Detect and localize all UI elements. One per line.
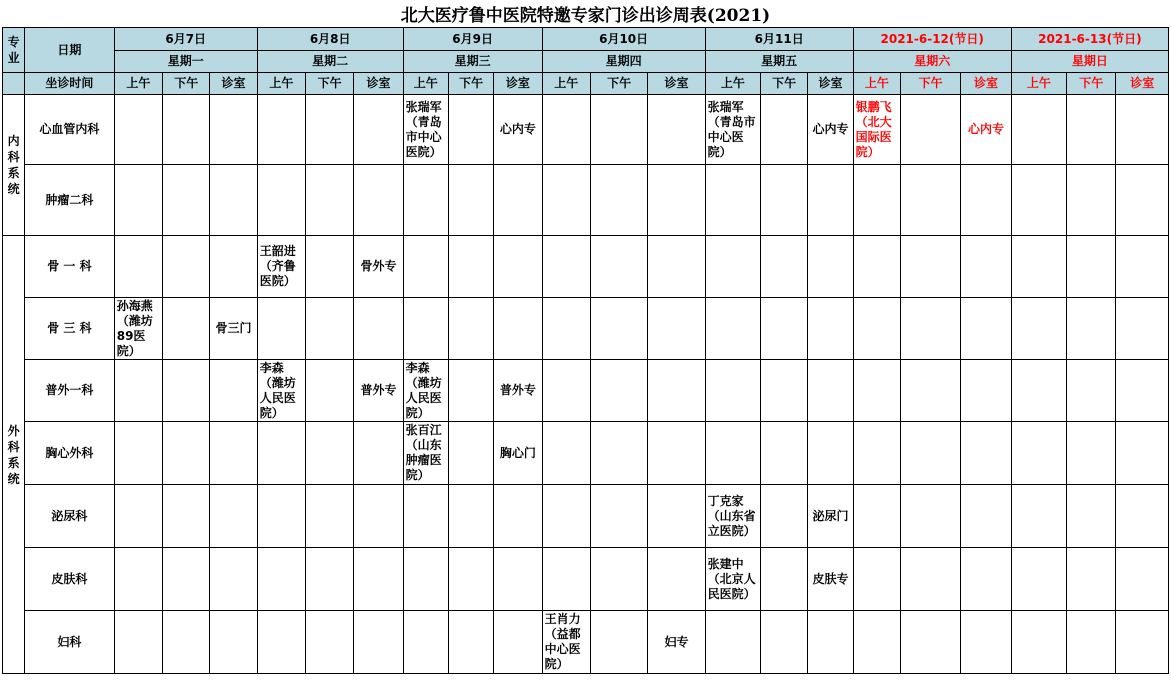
schedule-empty	[448, 360, 493, 422]
schedule-empty	[403, 298, 448, 360]
schedule-empty	[306, 548, 354, 611]
schedule-empty	[900, 422, 960, 485]
weekday-cell: 星期三	[403, 51, 542, 73]
schedule-empty	[210, 485, 257, 548]
schedule-table	[2, 27, 1169, 674]
schedule-empty	[448, 422, 493, 485]
slot-header: 诊室	[808, 73, 853, 95]
schedule-empty	[705, 611, 760, 674]
schedule-empty	[900, 611, 960, 674]
schedule-entry: 妇专	[648, 611, 705, 674]
weekday-cell: 星期一	[114, 51, 257, 73]
schedule-entry: 泌尿门	[808, 485, 853, 548]
schedule-empty	[494, 165, 542, 236]
specialty-header: 专业	[3, 28, 25, 73]
schedule-entry: 张百江（山东肿瘤医院）	[403, 422, 448, 485]
schedule-empty	[163, 422, 210, 485]
date-cell: 6月11日	[705, 28, 853, 51]
schedule-empty	[257, 298, 305, 360]
schedule-empty	[590, 298, 647, 360]
schedule-empty	[257, 611, 305, 674]
schedule-entry: 王韶进（齐鲁医院）	[257, 236, 305, 298]
schedule-empty	[542, 422, 590, 485]
schedule-empty	[900, 485, 960, 548]
schedule-empty	[306, 236, 354, 298]
department-name: 妇科	[25, 611, 115, 674]
slot-header: 下午	[900, 73, 960, 95]
slot-header: 上午	[542, 73, 590, 95]
schedule-empty	[705, 236, 760, 298]
schedule-empty	[590, 95, 647, 165]
schedule-empty	[1116, 165, 1169, 236]
schedule-empty	[590, 165, 647, 236]
schedule-empty	[1067, 298, 1116, 360]
schedule-empty	[542, 548, 590, 611]
schedule-empty	[210, 95, 257, 165]
slot-header: 下午	[163, 73, 210, 95]
schedule-empty	[761, 165, 808, 236]
schedule-entry: 张建中（北京人民医院）	[705, 548, 760, 611]
schedule-empty	[853, 360, 900, 422]
slot-header: 诊室	[494, 73, 542, 95]
schedule-empty	[494, 548, 542, 611]
slot-header: 下午	[590, 73, 647, 95]
schedule-empty	[306, 360, 354, 422]
schedule-empty	[961, 485, 1011, 548]
schedule-entry: 心内专	[961, 95, 1011, 165]
page-title: 北大医疗鲁中医院特邀专家门诊出诊周表(2021)	[400, 6, 771, 26]
schedule-empty	[648, 360, 705, 422]
schedule-empty	[354, 422, 403, 485]
schedule-empty	[808, 422, 853, 485]
schedule-empty	[163, 236, 210, 298]
schedule-empty	[1116, 95, 1169, 165]
schedule-empty	[542, 485, 590, 548]
schedule-empty	[808, 236, 853, 298]
schedule-empty	[114, 236, 162, 298]
schedule-empty	[448, 485, 493, 548]
schedule-empty	[648, 236, 705, 298]
schedule-empty	[1011, 360, 1066, 422]
schedule-empty	[853, 165, 900, 236]
slot-header: 上午	[114, 73, 162, 95]
schedule-empty	[448, 95, 493, 165]
schedule-empty	[403, 548, 448, 611]
slot-header: 上午	[403, 73, 448, 95]
slot-header: 上午	[1011, 73, 1066, 95]
schedule-empty	[900, 298, 960, 360]
schedule-entry: 骨三门	[210, 298, 257, 360]
schedule-empty	[705, 422, 760, 485]
date-cell: 6月7日	[114, 28, 257, 51]
date-cell: 6月10日	[542, 28, 705, 51]
schedule-empty	[761, 422, 808, 485]
schedule-empty	[808, 165, 853, 236]
schedule-empty	[1067, 95, 1116, 165]
schedule-empty	[1116, 298, 1169, 360]
schedule-empty	[1011, 165, 1066, 236]
schedule-empty	[590, 422, 647, 485]
schedule-entry: 孙海燕（潍坊89医院）	[114, 298, 162, 360]
schedule-empty	[542, 95, 590, 165]
schedule-empty	[853, 485, 900, 548]
schedule-empty	[210, 422, 257, 485]
slot-header: 下午	[761, 73, 808, 95]
slot-header: 诊室	[210, 73, 257, 95]
schedule-empty	[761, 485, 808, 548]
schedule-empty	[542, 165, 590, 236]
date-header: 日期	[25, 28, 115, 73]
schedule-empty	[1116, 548, 1169, 611]
schedule-empty	[590, 611, 647, 674]
schedule-empty	[448, 548, 493, 611]
schedule-empty	[210, 360, 257, 422]
schedule-empty	[542, 360, 590, 422]
schedule-empty	[1011, 548, 1066, 611]
schedule-empty	[1067, 236, 1116, 298]
schedule-empty	[590, 485, 647, 548]
schedule-empty	[853, 611, 900, 674]
schedule-empty	[900, 548, 960, 611]
schedule-entry: 李森（潍坊人民医院）	[403, 360, 448, 422]
schedule-empty	[1116, 360, 1169, 422]
slot-header: 上午	[705, 73, 760, 95]
schedule-entry: 皮肤专	[808, 548, 853, 611]
schedule-empty	[1011, 95, 1066, 165]
schedule-empty	[1067, 165, 1116, 236]
schedule-entry: 心内专	[494, 95, 542, 165]
schedule-empty	[114, 611, 162, 674]
date-cell: 6月8日	[257, 28, 403, 51]
schedule-empty	[448, 611, 493, 674]
schedule-empty	[114, 95, 162, 165]
schedule-empty	[761, 298, 808, 360]
schedule-empty	[163, 95, 210, 165]
schedule-empty	[354, 165, 403, 236]
date-cell: 2021-6-12(节日)	[853, 28, 1011, 51]
schedule-empty	[761, 360, 808, 422]
department-name: 皮肤科	[25, 548, 115, 611]
schedule-empty	[354, 548, 403, 611]
session-time-header: 坐诊时间	[25, 73, 115, 95]
schedule-empty	[853, 298, 900, 360]
schedule-empty	[961, 165, 1011, 236]
weekday-cell: 星期日	[1011, 51, 1168, 73]
schedule-empty	[761, 548, 808, 611]
schedule-empty	[1067, 485, 1116, 548]
schedule-empty	[210, 165, 257, 236]
schedule-empty	[163, 485, 210, 548]
schedule-empty	[114, 165, 162, 236]
schedule-empty	[648, 485, 705, 548]
department-name: 心血管内科	[25, 95, 115, 165]
schedule-empty	[257, 165, 305, 236]
schedule-entry: 王肖力（益都中心医院）	[542, 611, 590, 674]
schedule-empty	[114, 360, 162, 422]
date-cell: 2021-6-13(节日)	[1011, 28, 1168, 51]
schedule-empty	[163, 611, 210, 674]
weekday-cell: 星期六	[853, 51, 1011, 73]
schedule-empty	[900, 165, 960, 236]
schedule-empty	[114, 485, 162, 548]
schedule-empty	[448, 165, 493, 236]
weekday-cell: 星期二	[257, 51, 403, 73]
schedule-empty	[354, 298, 403, 360]
schedule-empty	[163, 165, 210, 236]
schedule-empty	[705, 360, 760, 422]
schedule-empty	[590, 360, 647, 422]
schedule-entry: 胸心门	[494, 422, 542, 485]
schedule-empty	[808, 298, 853, 360]
schedule-empty	[163, 548, 210, 611]
schedule-empty	[1011, 236, 1066, 298]
schedule-empty	[705, 165, 760, 236]
schedule-empty	[494, 611, 542, 674]
schedule-empty	[1011, 485, 1066, 548]
schedule-empty	[808, 611, 853, 674]
schedule-empty	[114, 548, 162, 611]
schedule-empty	[961, 298, 1011, 360]
schedule-empty	[403, 485, 448, 548]
schedule-empty	[900, 95, 960, 165]
schedule-empty	[542, 236, 590, 298]
schedule-empty	[542, 298, 590, 360]
schedule-entry: 张瑞军（青岛市中心医院）	[705, 95, 760, 165]
schedule-empty	[494, 236, 542, 298]
schedule-empty	[257, 422, 305, 485]
schedule-empty	[210, 548, 257, 611]
department-name: 骨 三 科	[25, 298, 115, 360]
schedule-empty	[853, 236, 900, 298]
schedule-empty	[808, 360, 853, 422]
schedule-empty	[1011, 298, 1066, 360]
system-label-internal	[3, 95, 25, 236]
schedule-empty	[590, 548, 647, 611]
schedule-empty	[210, 236, 257, 298]
header-blank	[3, 73, 25, 95]
schedule-empty	[403, 165, 448, 236]
schedule-empty	[354, 611, 403, 674]
schedule-empty	[306, 611, 354, 674]
schedule-empty	[900, 236, 960, 298]
schedule-entry: 普外专	[494, 360, 542, 422]
schedule-empty	[648, 298, 705, 360]
schedule-empty	[1067, 422, 1116, 485]
slot-header: 下午	[306, 73, 354, 95]
schedule-empty	[257, 95, 305, 165]
schedule-empty	[306, 422, 354, 485]
slot-header: 诊室	[354, 73, 403, 95]
schedule-empty	[306, 298, 354, 360]
schedule-empty	[853, 422, 900, 485]
schedule-empty	[1067, 548, 1116, 611]
schedule-empty	[1116, 485, 1169, 548]
schedule-entry: 李森（潍坊人民医院）	[257, 360, 305, 422]
schedule-empty	[1067, 360, 1116, 422]
schedule-entry: 丁克家（山东省立医院）	[705, 485, 760, 548]
schedule-empty	[961, 422, 1011, 485]
schedule-entry: 银鹏飞（北大国际医院）	[853, 95, 900, 165]
schedule-empty	[448, 236, 493, 298]
schedule-empty	[257, 548, 305, 611]
schedule-empty	[648, 165, 705, 236]
department-name: 肿瘤二科	[25, 165, 115, 236]
weekday-cell: 星期四	[542, 51, 705, 73]
schedule-empty	[961, 611, 1011, 674]
department-name: 胸心外科	[25, 422, 115, 485]
schedule-empty	[114, 422, 162, 485]
schedule-empty	[705, 298, 760, 360]
slot-header: 下午	[1067, 73, 1116, 95]
schedule-empty	[210, 611, 257, 674]
schedule-empty	[306, 165, 354, 236]
schedule-entry: 张瑞军（青岛市中心医院）	[403, 95, 448, 165]
schedule-empty	[1011, 422, 1066, 485]
schedule-empty	[1067, 611, 1116, 674]
schedule-empty	[494, 485, 542, 548]
schedule-empty	[354, 95, 403, 165]
schedule-empty	[853, 548, 900, 611]
department-name: 普外一科	[25, 360, 115, 422]
schedule-empty	[403, 236, 448, 298]
schedule-empty	[1011, 611, 1066, 674]
schedule-empty	[648, 95, 705, 165]
slot-header: 上午	[853, 73, 900, 95]
schedule-empty	[354, 485, 403, 548]
schedule-entry: 心内专	[808, 95, 853, 165]
schedule-empty	[761, 95, 808, 165]
system-label-text: 内科系统	[7, 134, 20, 196]
schedule-empty	[648, 422, 705, 485]
schedule-empty	[257, 485, 305, 548]
schedule-entry: 普外专	[354, 360, 403, 422]
slot-header: 诊室	[1116, 73, 1169, 95]
schedule-empty	[761, 611, 808, 674]
schedule-empty	[448, 298, 493, 360]
schedule-entry: 骨外专	[354, 236, 403, 298]
slot-header: 诊室	[648, 73, 705, 95]
schedule-empty	[961, 360, 1011, 422]
schedule-empty	[306, 95, 354, 165]
slot-header: 上午	[257, 73, 305, 95]
schedule-empty	[1116, 236, 1169, 298]
slot-header: 下午	[448, 73, 493, 95]
schedule-empty	[403, 611, 448, 674]
schedule-empty	[306, 485, 354, 548]
schedule-empty	[961, 548, 1011, 611]
schedule-empty	[648, 548, 705, 611]
system-label-text: 外科系统	[7, 423, 20, 486]
schedule-empty	[961, 236, 1011, 298]
schedule-empty	[163, 298, 210, 360]
schedule-empty	[1116, 422, 1169, 485]
department-name: 泌尿科	[25, 485, 115, 548]
weekday-cell: 星期五	[705, 51, 853, 73]
schedule-empty	[761, 236, 808, 298]
schedule-empty	[494, 298, 542, 360]
schedule-empty	[1116, 611, 1169, 674]
schedule-empty	[590, 236, 647, 298]
department-name: 骨 一 科	[25, 236, 115, 298]
date-cell: 6月9日	[403, 28, 542, 51]
schedule-empty	[163, 360, 210, 422]
slot-header: 诊室	[961, 73, 1011, 95]
system-label-surgery	[3, 236, 25, 674]
schedule-empty	[900, 360, 960, 422]
